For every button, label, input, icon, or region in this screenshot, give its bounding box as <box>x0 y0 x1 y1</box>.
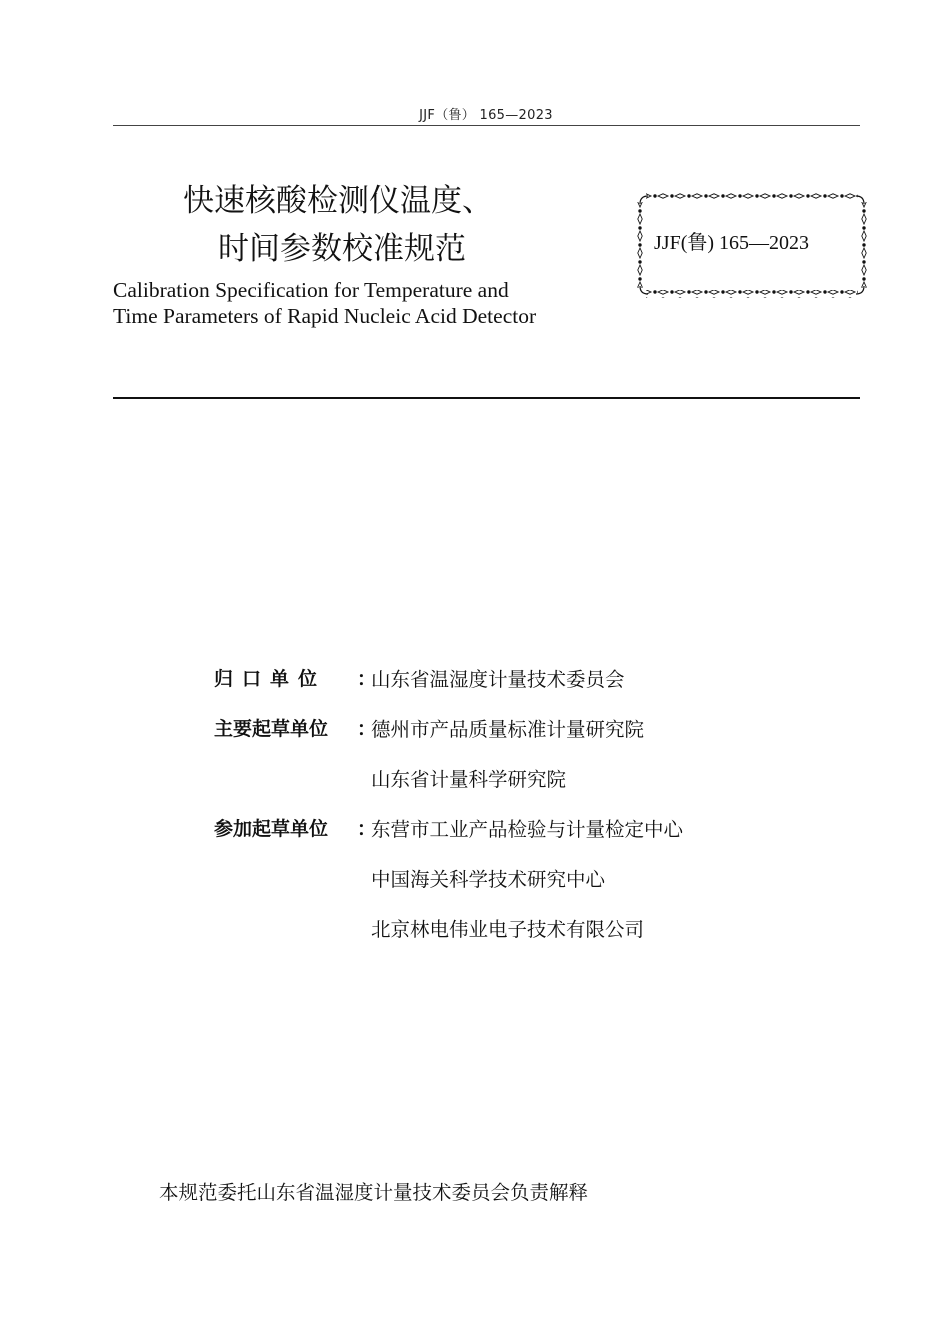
title-cn-line2: 时间参数校准规范 <box>218 231 466 267</box>
unit-value: 德州市产品质量标准计量研究院 <box>371 718 645 741</box>
header-standard-code: JJF（鲁） 165—2023 <box>419 108 553 123</box>
unit-colon: ： <box>357 668 377 690</box>
title-en-line2: Time Parameters of Rapid Nucleic Acid Detector <box>113 304 537 328</box>
code-box-text: JJF(鲁) 165—2023 <box>654 232 810 254</box>
unit-label: 归口单位 <box>214 668 327 690</box>
unit-value: 中国海关科学技术研究中心 <box>371 868 606 891</box>
title-rule <box>113 397 860 399</box>
header-rule <box>113 125 860 126</box>
standard-code-box <box>636 192 864 294</box>
unit-colon: ： <box>357 818 377 840</box>
unit-colon: ： <box>357 718 377 740</box>
title-cn-line1: 快速核酸检测仪温度、 <box>183 183 493 219</box>
unit-value: 山东省计量科学研究院 <box>371 768 567 791</box>
unit-value: 山东省温湿度计量技术委员会 <box>371 668 625 691</box>
unit-label: 主要起草单位 <box>214 718 329 740</box>
interpretation-note: 本规范委托山东省温湿度计量技术委员会负责解释 <box>159 1181 589 1204</box>
unit-label: 参加起草单位 <box>214 818 329 840</box>
unit-value: 东营市工业产品检验与计量检定中心 <box>371 818 684 841</box>
title-en-line1: Calibration Specification for Temperature and <box>113 278 509 302</box>
unit-value: 北京林电伟业电子技术有限公司 <box>371 918 645 941</box>
